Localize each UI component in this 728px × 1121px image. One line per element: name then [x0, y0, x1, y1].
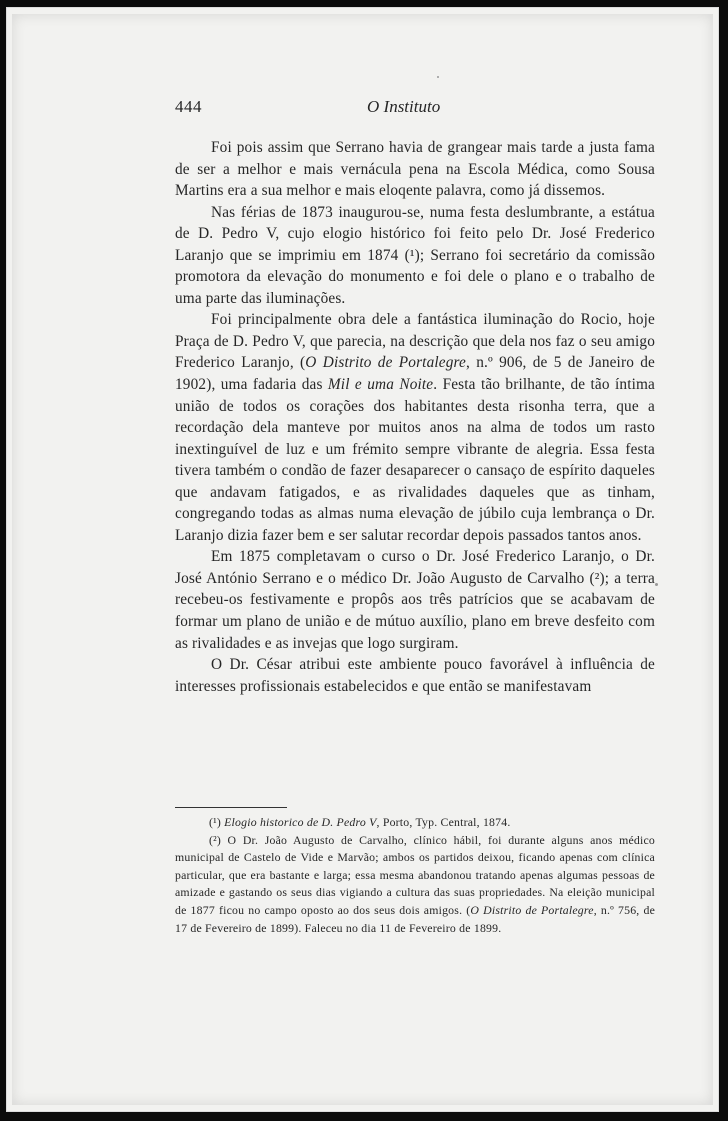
running-title: O Instituto [367, 97, 441, 116]
paragraph-1: Foi pois assim que Serrano havia de grangear mais tarde a justa fama de ser a melhor e mais vernácula pena na Escola Médica, como Sousa Martins era a sua melhor e mais eloqente palavra, como já dissemos. [175, 139, 655, 200]
page-header [175, 97, 655, 121]
work-title: Mil e uma Noite [327, 376, 434, 394]
footnote-divider [175, 807, 287, 808]
scan-speck [655, 583, 658, 586]
paragraph-3-text-c: , n.º 906, de 5 de Janeiro de 1902), uma fadaria das [175, 354, 655, 394]
paragraph-4: Em 1875 completavam o curso o Dr. José Frederico Laranjo, o Dr. José António Serrano e o médico Dr. João Augusto de Carvalho (²); a terra recebeu-os festivamente e propôs aos três patrícios que se acabavam de formar um plano de união e de mútuo auxílio, plano em breve desfeito com as rivalidades e as invejas que logo surgiram. [175, 548, 655, 652]
body-text [175, 137, 655, 697]
paragraph-5: O Dr. César atribui este ambiente pouco favorável à influência de interesses profissionais estabelecidos e que então se manifestavam [175, 656, 655, 695]
newspaper-title: O Distrito de Portalegre [305, 354, 466, 372]
footnote-2-title: O Distrito de Portalegre [470, 902, 594, 917]
paragraph-3 [175, 309, 655, 546]
footnote-2 [175, 832, 655, 938]
footnote-2-text-b: , n.º 756, de 17 de Fevereiro de 1899). Faleceu no dia 11 de Fevereiro de 1899. [175, 902, 656, 935]
paragraph-3-text-e: . Festa tão brilhante, de tão íntima união de todos os corações dos habitantes desta risonha terra, que a recordação dela manteve por muitos anos na alma de todos um rasto inextinguível de luz e um frémito sempre vibrante de alegria. Essa festa tivera também o condão de fazer desaparecer o cansaço de espírito daqueles que andavam fatigados, e as rivalidades daqueles que as tinham, congregando todas as almas numa elevação de júbilo cuja lembrança o Dr. Laranjo dizia fazer bem e ser salutar recordar depois passados tantos anos. [175, 376, 655, 544]
footnote-2-text-a: (²) O Dr. João Augusto de Carvalho, clínico hábil, foi durante alguns anos médico municipal de Castelo de Vide e Marvão; ambos os partidos deixou, ficando apenas com clínica particular, que era bastante e larga; essa mesma abandonou tratando apenas algumas pessoas de amizade e gastando os seus dias vigiando a cultura das suas propriedades. Na eleição municipal de 1877 ficou no campo oposto ao dos seus dois amigos. ( [175, 832, 655, 917]
paragraph-2: Nas férias de 1873 inaugurou-se, numa festa deslumbrante, a estátua de D. Pedro V, cujo elogio histórico foi feito pelo Dr. José Frederico Laranjo que se imprimiu em 1874 (¹); Serrano foi secretário da comissão promotora da elevação do monumento e foi dele o plano e o trabalho de uma parte das iluminações. [175, 203, 655, 307]
scan-speck [437, 76, 439, 78]
footnote-1 [175, 814, 655, 832]
footnote-1-title: Elogio historico de D. Pedro V [224, 815, 377, 829]
paragraph-3-text-a: Foi principalmente obra dele a fantástica iluminação do Rocio, hoje Praça de D. Pedro V, que parecia, na descrição que dela nos faz o seu amigo Frederico Laranjo, ( [175, 311, 655, 372]
footnote-1-mark: (¹) [209, 815, 225, 829]
scanned-page [6, 7, 719, 1112]
page-number: 444 [175, 97, 202, 116]
footnotes [175, 814, 655, 937]
footnote-1-rest: , Porto, Typ. Central, 1874. [376, 815, 511, 829]
